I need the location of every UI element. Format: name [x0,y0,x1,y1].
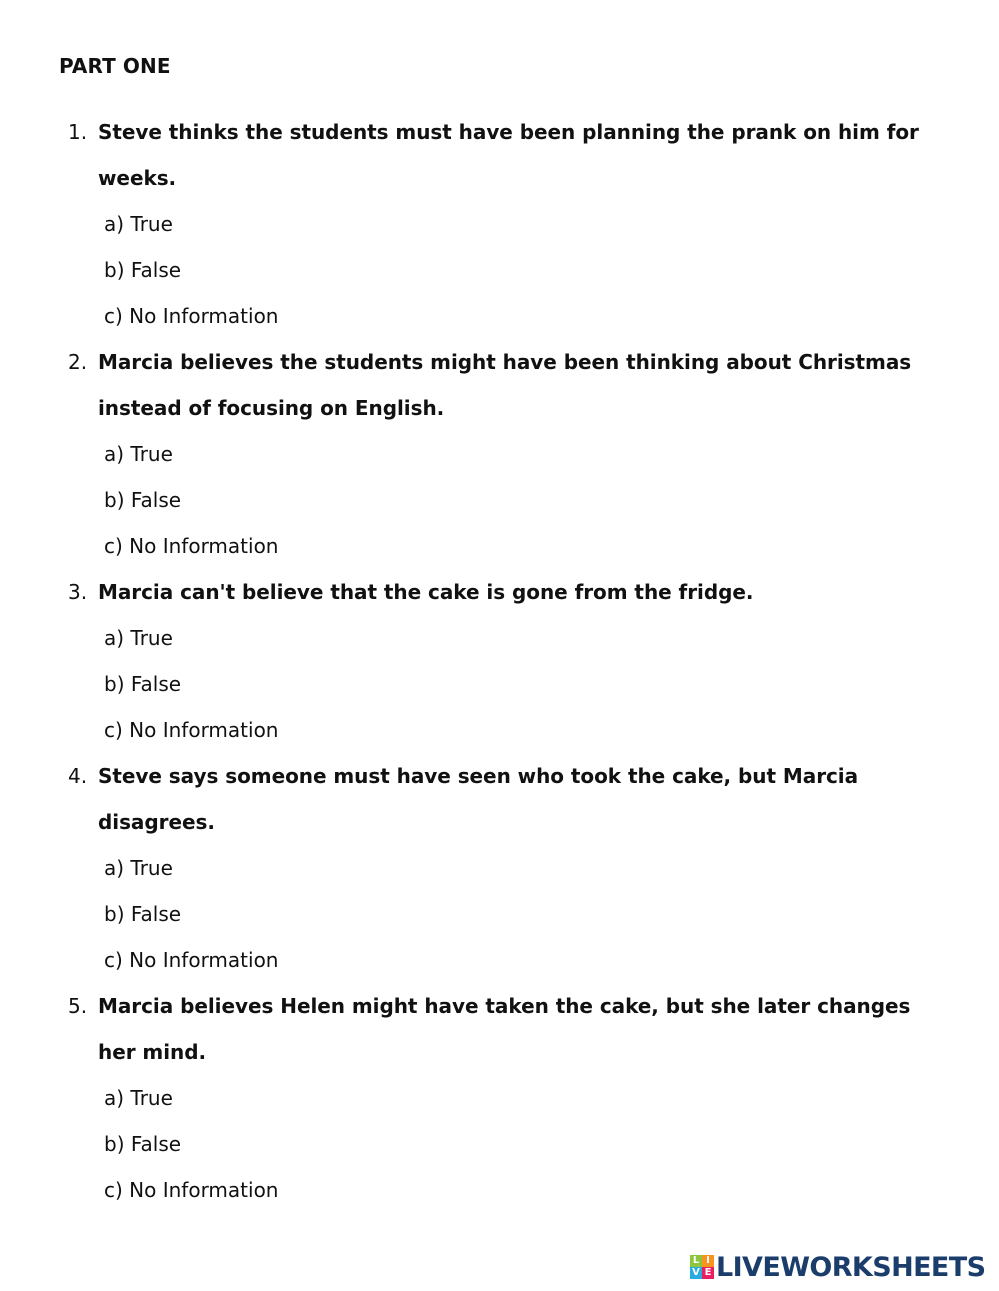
option-false[interactable]: b) False [104,672,182,696]
question-item [0,339,999,569]
option-list [0,201,999,339]
question-text: Marcia believes the students might have been thinking about Christmas instead of focusing on English. [98,350,912,420]
question-item [0,983,999,1213]
option-false[interactable]: b) False [104,1132,182,1156]
option-no-information[interactable]: c) No Information [104,1178,279,1202]
option-true[interactable]: a) True [104,626,173,650]
option-list [0,845,999,983]
option-false[interactable]: b) False [104,488,182,512]
option-list [0,431,999,569]
logo-mark-icon [690,1255,714,1279]
logo-letter: I [702,1255,714,1267]
option-true[interactable]: a) True [104,1086,173,1110]
option-no-information[interactable]: c) No Information [104,534,279,558]
option-list [0,615,999,753]
logo-letter: E [702,1267,714,1279]
question-text: Marcia believes Helen might have taken the cake, but she later changes her mind. [98,994,911,1064]
logo-letter: L [690,1255,702,1267]
question-number: 3. [68,580,88,604]
option-false[interactable]: b) False [104,902,182,926]
option-no-information[interactable]: c) No Information [104,948,279,972]
question-text: Steve thinks the students must have been planning the prank on him for weeks. [98,120,919,190]
option-no-information[interactable]: c) No Information [104,304,279,328]
question-text: Steve says someone must have seen who took the cake, but Marcia disagrees. [98,764,859,834]
question-number: 5. [68,994,88,1018]
question-text: Marcia can't believe that the cake is gone from the fridge. [98,580,754,604]
option-false[interactable]: b) False [104,258,182,282]
logo-text: LIVEWORKSHEETS [716,1251,986,1283]
question-number: 4. [68,764,88,788]
question-item [0,753,999,983]
logo-letter: V [690,1267,702,1279]
option-list [0,1075,999,1213]
question-number: 2. [68,350,88,374]
question-number: 1. [68,120,88,144]
part-title: PART ONE [59,54,171,78]
question-item [0,569,999,753]
liveworksheets-logo [690,1250,985,1284]
option-no-information[interactable]: c) No Information [104,718,279,742]
question-item [0,109,999,339]
question-list [0,109,999,1213]
option-true[interactable]: a) True [104,212,173,236]
option-true[interactable]: a) True [104,442,173,466]
option-true[interactable]: a) True [104,856,173,880]
